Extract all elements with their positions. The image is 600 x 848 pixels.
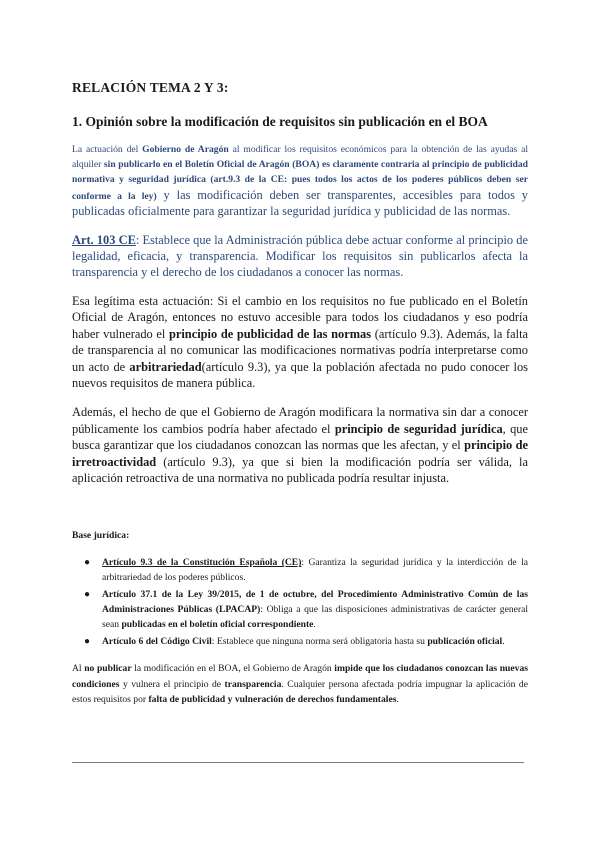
security-text-3: (artículo 9.3), ya que si bien la modificación podría ser válida, la aplicación retroactiva de una normativa no publicada podría resultar injusta. [72, 454, 528, 486]
legitimacy-paragraph [72, 293, 528, 391]
legal-basis-item [84, 587, 529, 632]
conclusion-text-3: y vulnera el principio de [119, 678, 225, 690]
opinion-gobierno: Gobierno de Aragón [142, 144, 229, 155]
legitimacy-text-1: Esa legítima esta actuación: Si el cambio en los requisitos no fue publicado en el Boletín Oficial de Aragón, entonces no estuvo accesible para todos los ciudadanos y eso podría haber vulnerado el [72, 294, 528, 341]
footer-divider [72, 762, 524, 763]
art103-paragraph [72, 232, 528, 280]
conclusion-bold-1: no publicar [84, 663, 132, 675]
legal-basis-text: : Garantiza la seguridad jurídica y la interdicción de la arbitrariedad de los poderes públicos. [102, 557, 529, 584]
security-paragraph [72, 404, 528, 486]
conclusion-bold-4: falta de publicidad y vulneración de derechos fundamentales [148, 694, 397, 706]
document-content [72, 80, 528, 708]
security-text-1: Además, el hecho de que el Gobierno de Aragón modificara la normativa sin dar a conocer públicamente los cambios podría haber afectado el [72, 405, 528, 436]
legal-basis-bold: publicadas en el boletín oficial correspondiente [121, 619, 314, 631]
security-bold-2: principio de irretroactividad [72, 438, 528, 469]
legal-basis-ref: Artículo 37.1 de la Ley 39/2015, de 1 de octubre, del Procedimiento Administrativo Común de las Administraciones Públicas (LPACAP) [102, 589, 528, 616]
legal-basis-item [84, 555, 529, 585]
bullet-icon: ● [84, 557, 91, 569]
legal-basis-list [72, 555, 528, 649]
legitimacy-text-2: (artículo 9.3). Además, la falta de transparencia al no comunicar las modificaciones normativas podría interpretarse como un acto de [72, 326, 529, 374]
legitimacy-text-3: (artículo 9.3), ya que la población afectada no pudo conocer los nuevos requisitos de manera pública. [72, 359, 528, 391]
legal-basis-bold: publicación oficial [427, 636, 503, 648]
art103-reference: Art. 103 CE [72, 233, 136, 248]
opinion-text-3: y las modificación deben ser transparentes, accesibles para todos y publicadas oficialmente para garantizar la seguridad jurídica y publicidad de las normas. [72, 187, 528, 218]
conclusion-text-5: . [396, 694, 399, 706]
bullet-icon: ● [84, 589, 91, 601]
section-title: RELACIÓN TEMA 2 Y 3: [72, 80, 229, 95]
question-title: 1. Opinión sobre la modificación de requisitos sin publicación en el BOA [72, 114, 488, 129]
opinion-paragraph [72, 142, 528, 220]
security-text-2: , que busca garantizar que los ciudadanos conozcan las normas que les afectan, y el [72, 421, 528, 453]
legal-basis-ref: Artículo 9.3 de la Constitución Española (CE) [102, 557, 302, 569]
bullet-icon: ● [84, 636, 91, 648]
legal-basis-ref: Artículo 6 del Código Civil [102, 636, 212, 648]
conclusion-text-4: . Cualquier persona afectada podría impugnar la aplicación de estos requisitos por [72, 678, 528, 706]
conclusion-bold-3: transparencia [224, 678, 282, 690]
conclusion-text-2: la modificación en el BOA, el Gobierno de Aragón [131, 663, 335, 675]
legal-basis-item [84, 634, 528, 649]
conclusion-text-1: Al [72, 663, 85, 675]
opinion-text-2: al modificar los requisitos económicos para la obtención de las ayudas al alquiler [72, 144, 528, 171]
legal-basis-text: : Obliga a que las disposiciones administrativas de carácter general sean [102, 604, 529, 631]
art103-text: : Establece que la Administración pública debe actuar conforme al principio de legalidad, eficacia, y transparencia. Modificar los requisitos sin publicarlos afecta la transparencia y el derecho de los ciudadanos a conocer las normas. [72, 233, 528, 280]
legitimacy-bold-2: arbitrariedad [129, 359, 202, 374]
opinion-text-1: La actuación del [72, 144, 143, 155]
security-bold-1: principio de seguridad jurídica [334, 421, 503, 436]
legal-basis-end: . [502, 636, 505, 648]
legal-basis-title: Base jurídica: [72, 530, 130, 542]
conclusion-paragraph [72, 661, 528, 707]
legal-basis-end: . [313, 619, 316, 631]
opinion-highlight: sin publicarlo en el Boletín Oficial de Aragón (BOA) es claramente contraria al principio de publicidad normativa y seguridad jurídica (art.9.3 de la CE: pues todos los actos de los poderes públicos deben ser conforme a la ley) [72, 159, 528, 202]
legitimacy-bold-1: principio de publicidad de las normas [168, 326, 372, 341]
conclusion-bold-2: impide que los ciudadanos conozcan las nuevas condiciones [72, 663, 528, 690]
legal-basis-text: : Establece que ninguna norma será obligatoria hasta su [211, 636, 428, 648]
